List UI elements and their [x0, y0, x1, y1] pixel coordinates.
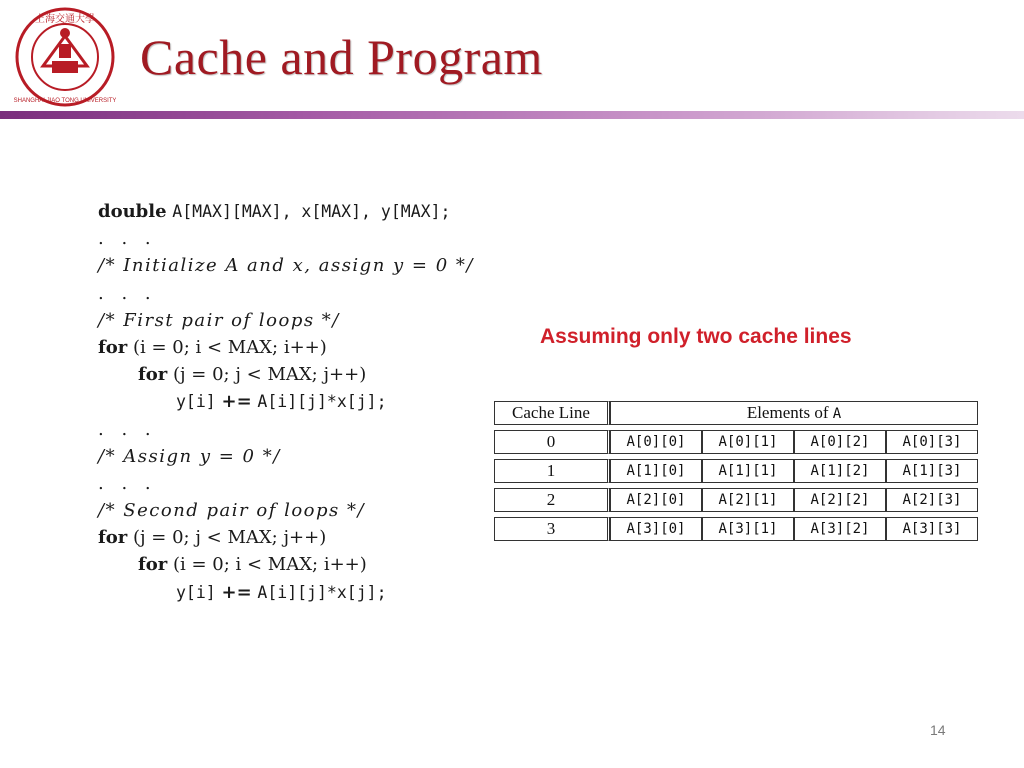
code-operator: +=	[221, 391, 252, 413]
code-keyword-for: for	[98, 527, 128, 549]
table-row	[494, 488, 978, 512]
code-ellipsis: . . .	[98, 472, 157, 494]
code-rhs: A[i][j]*x[j];	[257, 582, 387, 602]
array-element-cell: A[1][1]	[702, 459, 794, 483]
array-element-cell: A[3][1]	[702, 517, 794, 541]
header-elements	[610, 401, 978, 425]
code-ellipsis: . . .	[98, 228, 157, 250]
title-divider-bar	[0, 111, 1024, 119]
code-keyword-for: for	[138, 364, 168, 386]
code-outer-for-j	[98, 524, 474, 551]
code-rhs: A[i][j]*x[j];	[257, 392, 387, 412]
code-comment-assign: /* Assign y = 0 */	[98, 445, 281, 467]
array-element-cell: A[2][0]	[610, 488, 702, 512]
code-listing	[98, 198, 474, 606]
cache-assumption-note: Assuming only two cache lines	[540, 325, 852, 348]
array-element-cell: A[2][2]	[794, 488, 886, 512]
code-line-declaration	[98, 198, 474, 225]
cache-line-number: 3	[494, 517, 610, 541]
code-lhs: y[i]	[176, 582, 216, 602]
array-element-cell: A[3][0]	[610, 517, 702, 541]
code-ellipsis: . . .	[98, 282, 157, 304]
table-row	[494, 459, 978, 483]
code-inner-for-j	[98, 361, 474, 388]
code-for-header: (j = 0; j < MAX; j++)	[132, 527, 327, 549]
code-for-header: (j = 0; j < MAX; j++)	[172, 364, 367, 386]
array-element-cell: A[3][3]	[886, 517, 978, 541]
code-keyword-for: for	[98, 336, 128, 358]
slide-title: Cache and Program	[140, 29, 543, 85]
code-declaration-text: A[MAX][MAX], x[MAX], y[MAX];	[172, 202, 451, 221]
array-element-cell: A[0][1]	[702, 430, 794, 454]
university-logo	[14, 6, 116, 108]
code-for-header: (i = 0; i < MAX; i++)	[132, 336, 327, 358]
code-body-statement	[98, 388, 474, 415]
array-element-cell: A[0][3]	[886, 430, 978, 454]
logo-university-name: SHANGHAI JIAO TONG UNIVERSITY	[14, 98, 116, 104]
logo-year: 1896	[56, 73, 74, 82]
code-for-header: (i = 0; i < MAX; i++)	[172, 554, 367, 576]
code-body-statement	[98, 579, 474, 606]
cache-line-number: 1	[494, 459, 610, 483]
table-row	[494, 430, 978, 454]
table-header-row	[494, 401, 978, 425]
code-lhs: y[i]	[176, 392, 216, 412]
cache-line-number: 2	[494, 488, 610, 512]
code-outer-for-i	[98, 334, 474, 361]
page-number: 14	[930, 722, 946, 738]
code-comment-second-loops: /* Second pair of loops */	[98, 500, 366, 522]
header-elements-label: Elements of	[746, 403, 833, 422]
header-elements-var: A	[832, 406, 842, 422]
code-ellipsis: . . .	[98, 418, 157, 440]
array-element-cell: A[2][3]	[886, 488, 978, 512]
logo-chinese-name: 上海交通大學	[35, 14, 95, 25]
array-element-cell: A[3][2]	[794, 517, 886, 541]
table-body	[494, 430, 978, 541]
array-element-cell: A[1][3]	[886, 459, 978, 483]
code-comment-first-loops: /* First pair of loops */	[98, 309, 340, 331]
header-cache-line: Cache Line	[494, 401, 610, 425]
array-element-cell: A[0][2]	[794, 430, 886, 454]
array-element-cell: A[1][2]	[794, 459, 886, 483]
code-comment-initialize: /* Initialize A and x, assign y = 0 */	[98, 255, 474, 277]
array-element-cell: A[1][0]	[610, 459, 702, 483]
array-element-cell: A[2][1]	[702, 488, 794, 512]
table-row	[494, 517, 978, 541]
code-operator: +=	[221, 581, 252, 603]
code-keyword-double: double	[98, 201, 167, 222]
cache-line-table	[494, 396, 978, 546]
code-keyword-for: for	[138, 554, 168, 576]
array-element-cell: A[0][0]	[610, 430, 702, 454]
code-inner-for-i	[98, 551, 474, 578]
cache-line-number: 0	[494, 430, 610, 454]
